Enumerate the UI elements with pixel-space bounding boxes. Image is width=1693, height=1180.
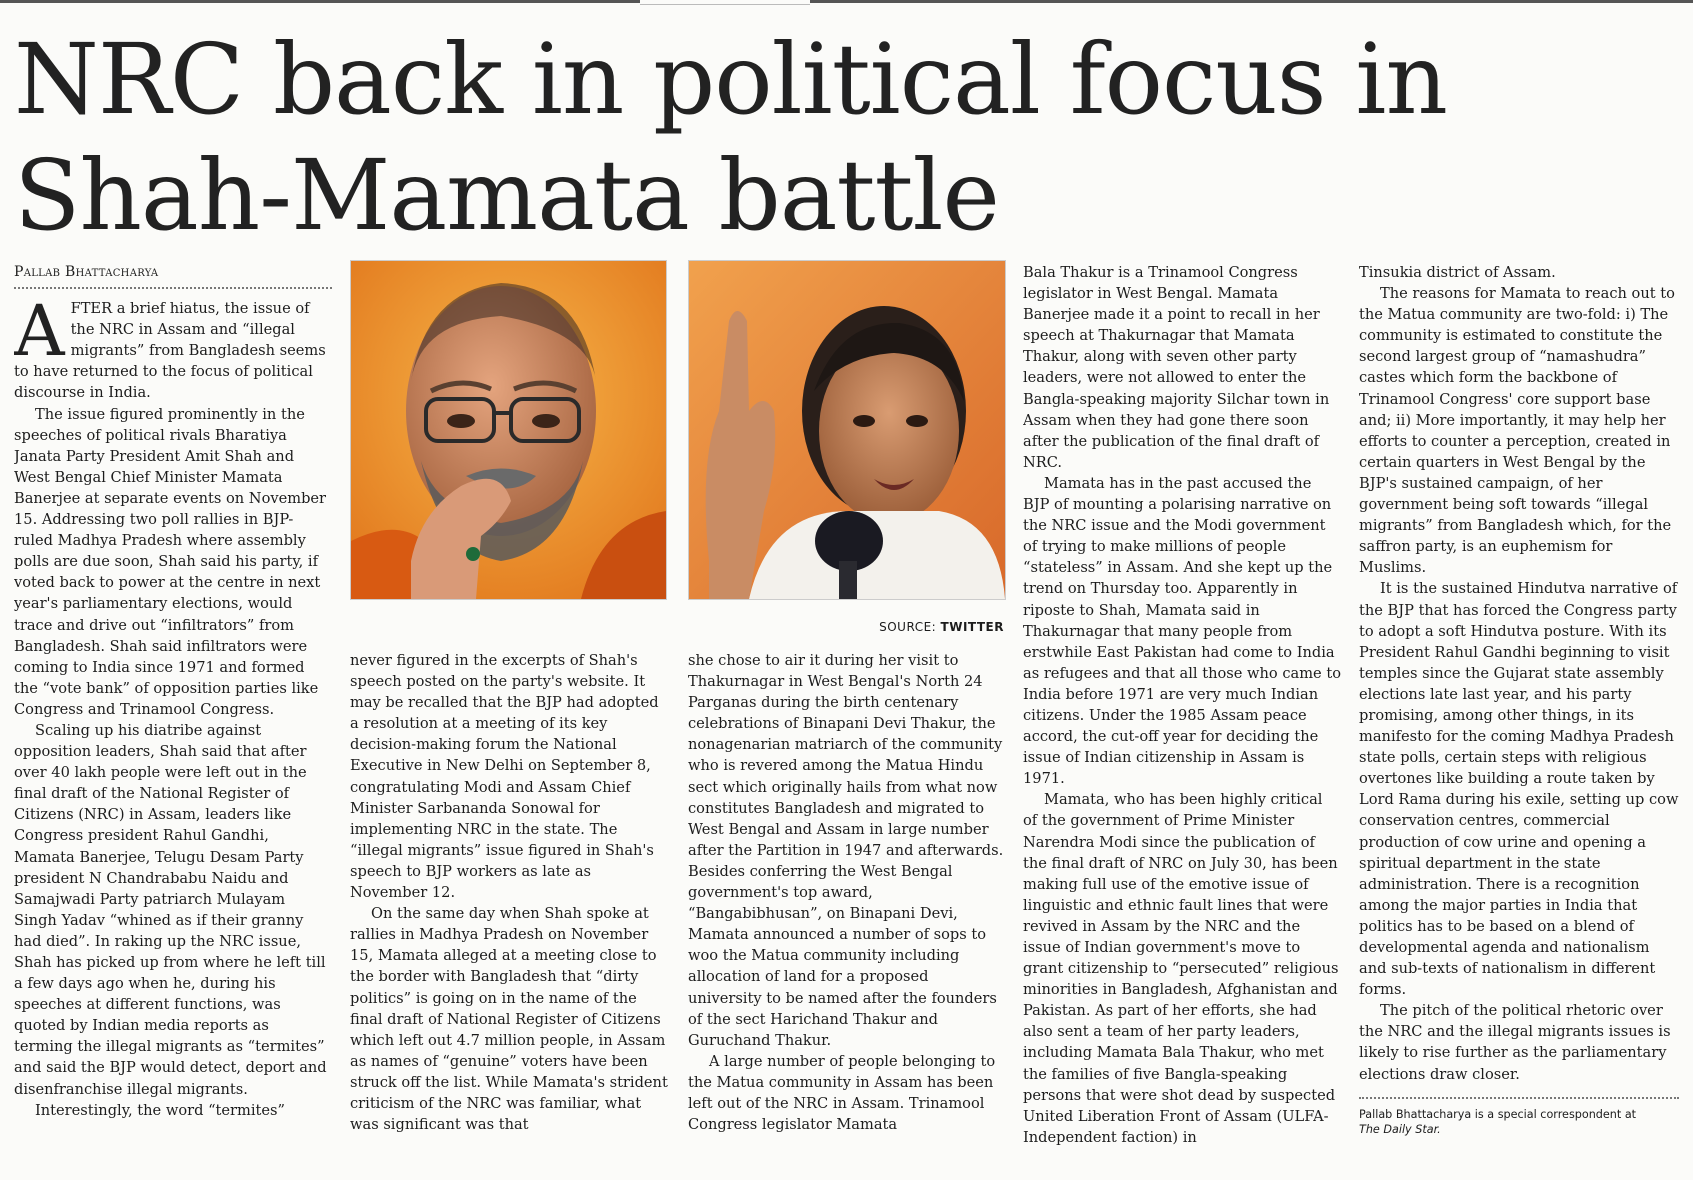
paragraph: Tinsukia district of Assam. [1359, 264, 1556, 281]
paragraph: The reasons for Mamata to reach out to the Matua community are two-fold: i) The community is estimated to constitute the second largest group of “namashudra” castes which form the backbone of Trinamool Congress' core support base and; ii) More importantly, it may help her efforts to counter a perception, created in certain quarters in West Bengal by the BJP's sustained campaign, of her government being soft towards “illegal migrants” from Bangladesh which, for the saffron party, is an euphemism for Muslims. [1359, 285, 1675, 577]
photo-credit-label: SOURCE: [879, 620, 941, 634]
headline [14, 22, 1674, 254]
author-note-publication: The Daily Star. [1359, 1122, 1441, 1136]
article-column-2 [350, 650, 668, 1165]
headline-line-2: Shah-Mamata battle [14, 139, 999, 252]
drop-cap: A [14, 290, 65, 373]
article-column-3 [688, 650, 1006, 1165]
paragraph: A large number of people belonging to the Matua community in Assam has been left out of the NRC in Assam. Trinamool Congress legislator Mamata [688, 1052, 996, 1134]
article-column-4 [1023, 262, 1341, 1167]
paragraph: It is the sustained Hindutva narrative of the BJP that has forced the Congress party to adopt a soft Hindutva posture. With its President Rahul Gandhi beginning to visit temples since the Gujarat state assembly elections late last year, and his party promising, among other things, in its manifesto for the coming Madhya Pradesh state polls, certain steps with religious overtones like building a route taken by Lord Rama during his exile, setting up cow conservation centres, commercial production of cow urine and opening a spiritual department in the state administration. There is a recognition among the major parties in India that politics has to be based on a blend of developmental agenda and nationalism and sub-texts of nationalism in different forms. [1359, 580, 1679, 999]
top-rule [0, 0, 1693, 3]
paragraph: Bala Thakur is a Trinamool Congress legislator in West Bengal. Mamata Banerjee made it a point to recall in her speech at Thakurnagar that Mamata Thakur, along with seven other party leaders, were not allowed to enter the Bangla-speaking majority Silchar town in Assam when they had gone there soon after the publication of the final draft of NRC. [1023, 264, 1330, 471]
paragraph: never figured in the excerpts of Shah's speech posted on the party's website. It may be recalled that the BJP had adopted a resolution at a meeting of its key decision-making forum the National Executive in New Delhi on September 8, congratulating Modi and Assam Chief Minister Sarbananda Sonowal for implementing NRC in the state. The “illegal migrants” issue figured in Shah's speech to BJP workers as late as November 12. [350, 652, 659, 902]
mamata-banerjee-illustration [689, 261, 1005, 599]
paragraph: she chose to air it during her visit to Thakurnagar in West Bengal's North 24 Parganas during the birth centenary celebrations of Binapani Devi Thakur, the nonagenarian matriarch of the community who is revered among the Matua Hindu sect which originally hails from what now constitutes Bangladesh and migrated to West Bengal and Assam in large number after the Partition in 1947 and afterwards. Besides conferring the West Bengal government's top award, “Bangabibhusan”, on Binapani Devi, Mamata announced a number of sops to woo the Matua community including allocation of land for a proposed university to be named after the founders of the sect Harichand Thakur and Guruchand Thakur. [688, 652, 1004, 1049]
author-note [1359, 1107, 1679, 1137]
paragraph: The pitch of the political rhetoric over the NRC and the illegal migrants issues is likely to rise further as the parliamentary elections draw closer. [1359, 1002, 1671, 1083]
paragraph: Interestingly, the word “termites” [35, 1101, 285, 1119]
photo-credit [690, 620, 1004, 634]
amit-shah-illustration [351, 261, 666, 599]
lead-paragraph [14, 290, 332, 403]
photo-credit-name: TWITTER [940, 620, 1004, 634]
article-column-5 [1359, 262, 1679, 1167]
paragraph: The issue figured prominently in the speeches of political rivals Bharatiya Janata Party President Amit Shah and West Bengal Chief Minister Mamata Banerjee at separate events on November 15. Addressing two poll rallies in BJP-ruled Madhya Pradesh where assembly polls are due soon, Shah said his party, if voted back to power at the centre in next year's parliamentary elections, would trace and drive out “infiltrators” from Bangladesh. Shah said infiltrators were coming to India since 1971 and formed the “vote bank” of opposition parties like Congress and Trinamool Congress. [14, 405, 327, 718]
masthead-gap [640, 0, 810, 5]
article-column-1 [14, 262, 332, 1167]
author-note-text: Pallab Bhattacharya is a special correspondent at [1359, 1107, 1637, 1121]
paragraph: Mamata, who has been highly critical of the government of Prime Minister Narendra Modi since the publication of the final draft of NRC on July 30, has been making full use of the emotive issue of linguistic and ethnic fault lines that were revived in Assam by the NRC and the issue of Indian government's move to grant citizenship to “persecuted” religious minorities in Bangladesh, Afghanistan and Pakistan. As part of her efforts, she had also sent a team of her party leaders, including Mamata Bala Thakur, who met the families of five Bangla-speaking persons that were shot dead by suspected United Liberation Front of Assam (ULFA-Independent faction) in [1023, 791, 1339, 1146]
byline: Pallab Bhattacharya [14, 262, 332, 289]
author-note-rule [1359, 1097, 1679, 1107]
paragraph: Mamata has in the past accused the BJP of mounting a polarising narrative on the NRC issue and the Modi government of trying to make millions of people “stateless” in Assam. And she kept up the trend on Thursday too. Apparently in riposte to Shah, Mamata said in Thakurnagar that many people from erstwhile East Pakistan had come to India as refugees and that all those who came to India before 1971 are very much Indian citizens. Under the 1985 Assam peace accord, the cut-off year for deciding the issue of Indian citizenship in Assam is 1971. [1023, 474, 1341, 788]
amit-shah-photo [350, 260, 667, 600]
paragraph: On the same day when Shah spoke at rallies in Madhya Pradesh on November 15, Mamata alleged at a meeting close to the border with Bangladesh that “dirty politics” is going on in the name of the final draft of National Register of Citizens which left out 4.7 million people, in Assam as names of “genuine” voters have been struck off the list. While Mamata's strident criticism of the NRC was familiar, what was significant was that [350, 905, 668, 1134]
headline-line-1: NRC back in political focus in [14, 23, 1447, 136]
paragraph: Scaling up his diatribe against opposition leaders, Shah said that after over 40 lakh people were left out in the final draft of the National Register of Citizens (NRC) in Assam, leaders like Congress president Rahul Gandhi, Mamata Banerjee, Telugu Desam Party president N Chandrababu Naidu and Samajwadi Party patriarch Mulayam Singh Yadav “whined as if their granny had died”. In raking up the NRC issue, Shah has picked up from where he left till a few days ago when he, during his speeches at different functions, was quoted by Indian media reports as terming the illegal migrants as “termites” and said the BJP would detect, deport and disenfranchise illegal migrants. [14, 721, 327, 1098]
lead-text: FTER a brief hiatus, the issue of the NRC in Assam and “illegal migrants” from Bangladesh seems to have returned to the focus of political discourse in India. [14, 300, 326, 402]
mamata-banerjee-photo [688, 260, 1006, 600]
